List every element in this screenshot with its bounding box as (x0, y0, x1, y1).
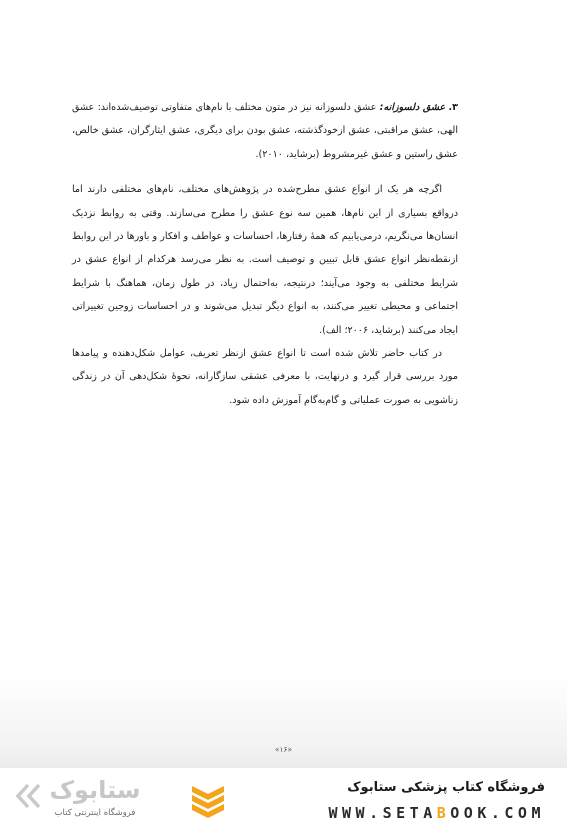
page-number: «۱۶» (274, 745, 293, 754)
url-accent: B (436, 804, 451, 822)
store-name: فروشگاه کتاب پزشکی ستابوک (347, 780, 545, 795)
item-title: عشق دلسوزانه: (379, 102, 446, 113)
double-chevron-icon (14, 782, 46, 810)
list-item-3 (72, 96, 458, 166)
store-url-link[interactable] (329, 804, 546, 822)
book-logo-icon (186, 780, 230, 820)
url-prefix: WWW.SETA (328, 804, 437, 822)
logo-wordmark: ستابوک (49, 776, 141, 804)
paragraph-1: اگرچه هر یک از انواع عشق مطرح‌شده در پژوهش‌های مختلف، نام‌های مختلفی دارند اما درواقع بسیاری از این نام‌ها، همین سه نوع عشق را مطرح می‌سازند. وقتی به روابط نزدیک انسان‌ها می‌نگریم، درمی‌یابیم که همهٔ رفتارها، احساسات و عواطف و افکار و باورها در این روابط ازنقطه‌نظر انواع عشق قابل تبیین و توصیف است. به نظر می‌رسد هرکدام از انواع عشق در شرایط مختلفی به وجود می‌آیند؛ درنتیجه، به‌احتمال زیاد، در طول زمان، هماهنگ با شرایط اجتماعی و محیطی تغییر می‌کنند، به انواع دیگر تبدیل می‌شوند و در احساسات زوجین تغییراتی ایجاد می‌کنند (برشاید، ۲۰۰۶؛ الف). (72, 184, 458, 336)
paragraph-2: در کتاب حاضر تلاش شده است تا انواع عشق ازنظر تعریف، عوامل شکل‌دهنده و پیامدها مورد بررسی قرار گیرد و درنهایت، با معرفی عشقی سازگارانه، نحوهٔ شکل‌دهی آن در زندگی زناشویی به صورت عملیاتی و گام‌به‌گام آموزش داده شود. (72, 348, 458, 406)
logo-tagline: فروشگاه اینترنتی کتاب (54, 808, 136, 818)
store-footer-banner[interactable] (0, 768, 567, 832)
page-content (72, 96, 458, 412)
url-suffix: OOK.COM (450, 804, 545, 822)
item-text: عشق دلسوزانه نیز در متون مختلف با نام‌های متفاوتی توصیف‌شده‌اند: عشق الهی، عشق مراقبتی، عشق ازخودگذشته، عشق بودن برای دیگری، عشق ایثارگران، عشق خالص، عشق راستین و عشق غیرمشروط (برشاید، ۲۰۱۰). (72, 102, 458, 160)
item-number: ۳. (448, 102, 458, 113)
